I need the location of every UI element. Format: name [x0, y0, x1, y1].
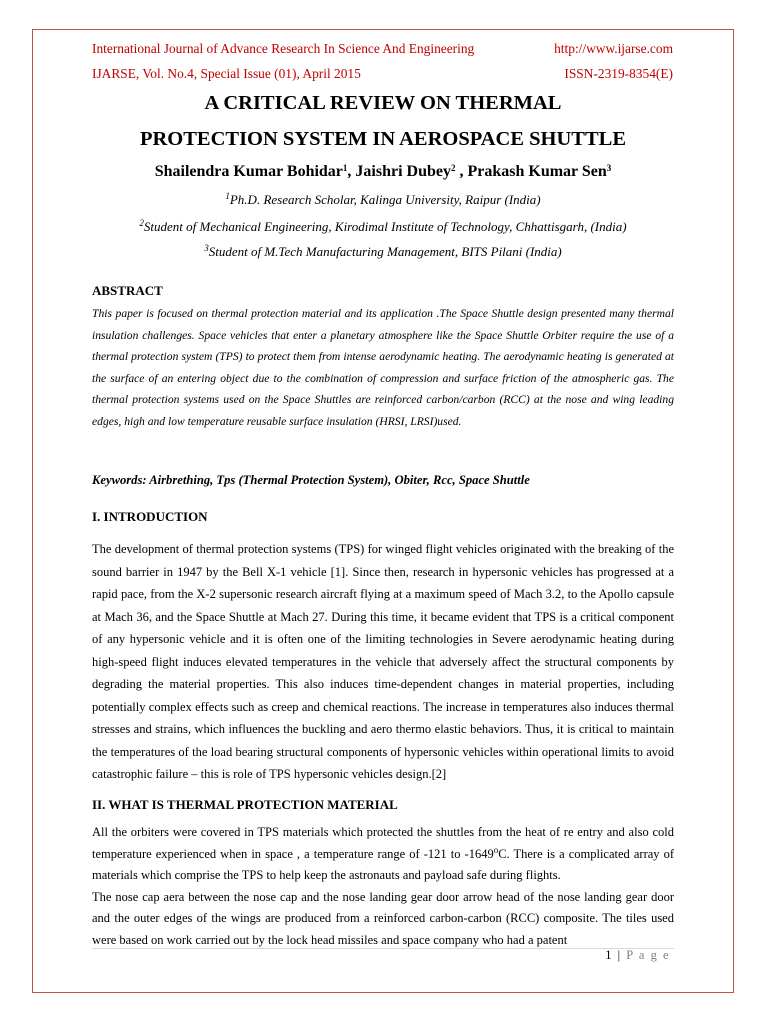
author-separator: , [347, 163, 356, 180]
author-name: Prakash Kumar Sen [467, 163, 607, 180]
author-list [80, 162, 686, 182]
section-2-paragraph-2: The nose cap aera between the nose cap and the nose landing gear door arrow head of the nose landing gear door and the outer edges of the wings are produced from a reinforced carbon-carbon (RCC) composite. The tiles used were based on work carried out by the lock head missiles and space company who had a patent [92, 889, 674, 947]
keywords: Keywords: Airbrething, Tps (Thermal Protection System), Obiter, Rcc, Space Shuttle [92, 473, 530, 487]
journal-name: International Journal of Advance Research In Science And Engineering [92, 41, 475, 56]
author-affiliation-mark: 1 [342, 163, 348, 173]
abstract-heading: ABSTRACT [92, 283, 163, 298]
journal-url[interactable]: http://www.ijarse.com [554, 41, 673, 56]
affiliation-text: Student of Mechanical Engineering, Kirodimal Institute of Technology, Chhattisgarh, (India) [143, 219, 627, 234]
paper-title-line-1: A CRITICAL REVIEW ON THERMAL [204, 92, 562, 114]
page-number: 1 [605, 948, 614, 962]
author-name: Shailendra Kumar Bohidar [154, 163, 343, 180]
affiliation-mark: 3 [204, 243, 209, 253]
journal-issn: ISSN-2319-8354(E) [564, 66, 673, 81]
introduction-heading: I. INTRODUCTION [92, 509, 208, 524]
paper-title-line-2: PROTECTION SYSTEM IN AEROSPACE SHUTTLE [139, 128, 627, 150]
footer-rule [92, 948, 674, 949]
affiliation-text: Ph.D. Research Scholar, Kalinga University, Raipur (India) [229, 192, 541, 207]
journal-header-line-2 [92, 66, 673, 82]
affiliation [80, 192, 686, 208]
affiliation-text: Student of M.Tech Manufacturing Management, BITS Pilani (India) [208, 244, 562, 259]
page-footer [605, 947, 670, 963]
affiliation-mark: 2 [139, 218, 144, 228]
affiliation [80, 244, 686, 260]
abstract-body: This paper is focused on thermal protection material and its application .The Space Shuttle design presented many thermal insulation challenges. Space vehicles that enter a planetary atmosphere like the Space Shuttle Orbiter require the use of a thermal protection system (TPS) to protect them from intense aerodynamic heating. The aerodynamic heating is generated at the surface of an entering object due to the combination of compression and surface friction of the atmospheric gas. The thermal protection systems used on the Space Shuttles are reinforced carbon/carbon (RCC) at the nose and wing leading edges, high and low temperature reusable surface insulation (HRSI, LRSI)used. [92, 307, 674, 428]
journal-header-line-1 [92, 41, 673, 57]
paragraph-text: C. There is a complicated array of materials which comprise the TPS to help keep the astronauts and payload safe during flights. [92, 846, 675, 882]
affiliation-mark: 1 [225, 191, 230, 201]
section-2-heading: II. WHAT IS THERMAL PROTECTION MATERIAL [92, 797, 398, 812]
page-label: P a g e [626, 948, 670, 962]
introduction-body: The development of thermal protection systems (TPS) for winged flight vehicles originated with the breaking of the sound barrier in 1947 by the Bell X-1 vehicle [1]. Since then, research in hypersonic vehicles has progressed at a rapid pace, from the X-2 supersonic research aircraft flying at a maximum speed of Mach 3.2, to the Apollo capsule at Mach 36, and the Space Shuttle at Mach 27. During this time, it became evident that TPS is a critical component of any hypersonic vehicle and it is often one of the limiting technologies in Severe aerodynamic heating during high-speed flight induces elevated temperatures in the vehicle that adversely affect the structural components by degrading the material properties. This also induces time-dependent changes in material properties, including potentially complex effects such as creep and chemical reactions. The increase in temperatures also induces thermal stresses and strains, which influences the buckling and aero thermo elastic behaviors. Thus, it is critical to maintain the temperatures of the load bearing structural components of hypersonic vehicles within operational limits to avoid catastrophic failure – this is role of TPS hypersonic vehicles design.[2] [92, 542, 674, 781]
section-2-body [92, 822, 674, 951]
affiliation [80, 219, 686, 235]
paragraph-text: All the orbiters were covered in TPS materials which protected the shuttles from the heat of re entry and also cold temperature experienced when in space , a temperature range of -121 to -1649 [92, 825, 674, 861]
author-separator: , [455, 163, 468, 180]
author-affiliation-mark: 2 [450, 163, 456, 173]
journal-issue: IJARSE, Vol. No.4, Special Issue (01), April 2015 [92, 66, 361, 81]
author-name: Jaishri Dubey [355, 163, 451, 180]
page-separator: | [613, 948, 627, 962]
section-2-paragraph-1 [92, 822, 674, 887]
degree-mark: o [493, 844, 499, 855]
author-affiliation-mark: 3 [606, 163, 612, 173]
